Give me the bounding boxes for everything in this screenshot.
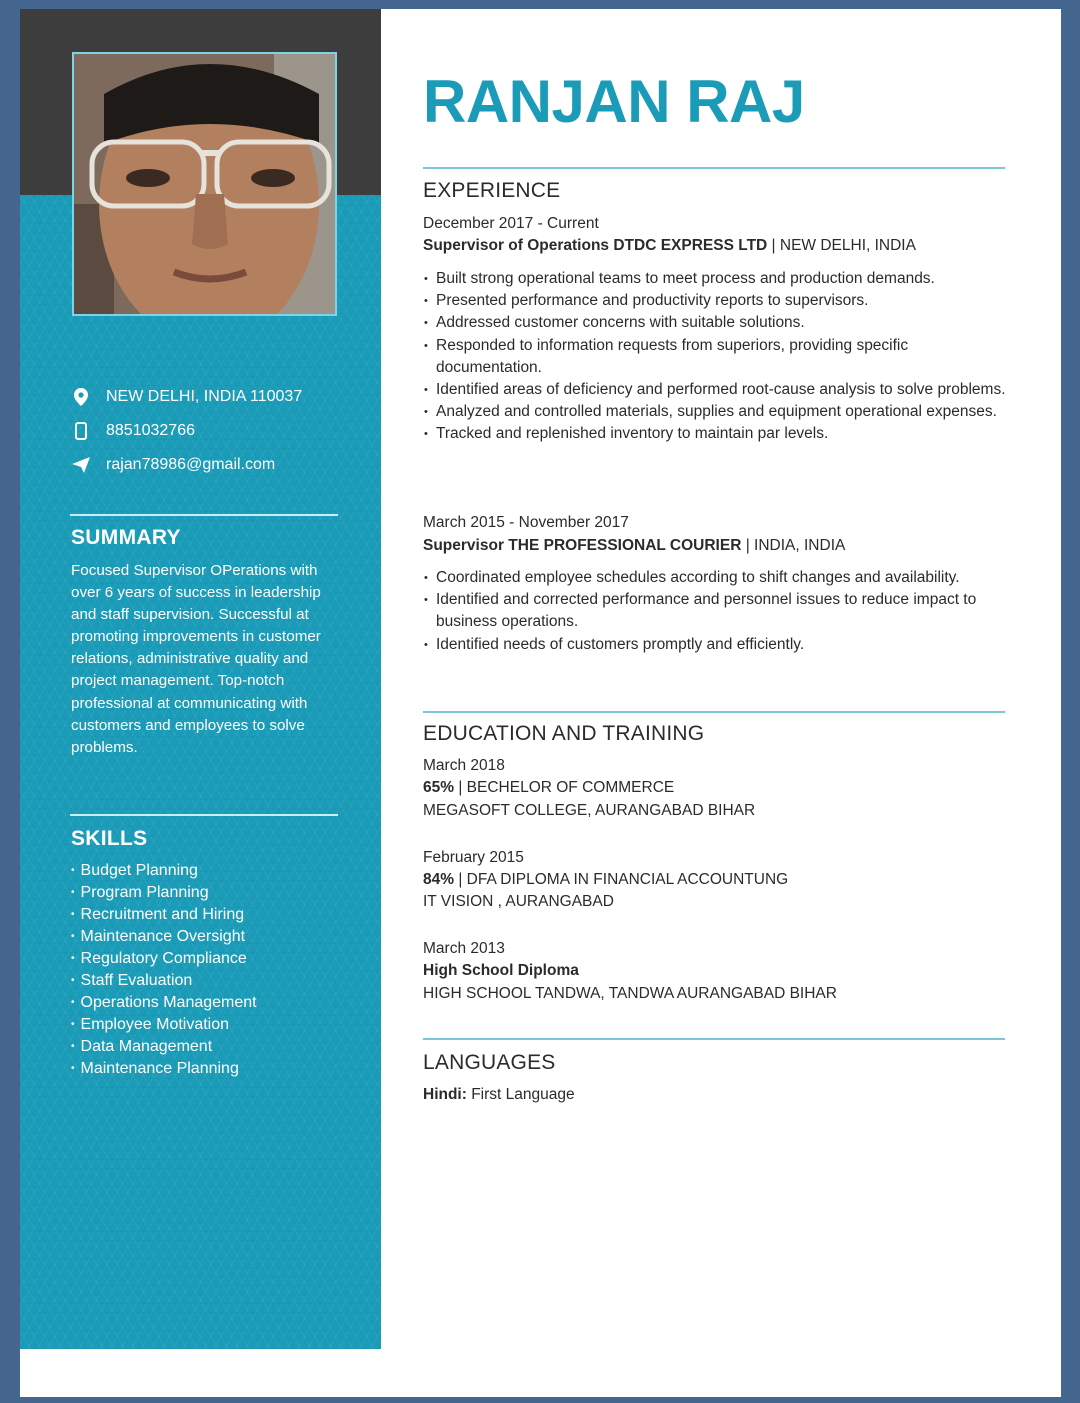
languages-heading: LANGUAGES: [423, 1051, 556, 1074]
education-degree-line: [423, 779, 674, 797]
skill-item: • Data Management: [71, 1036, 257, 1058]
job-title-line: [423, 237, 916, 255]
email-text[interactable]: rajan78986@gmail.com: [106, 456, 276, 473]
education-date: March 2013: [423, 940, 505, 957]
job-title-line: [423, 537, 845, 555]
summary-heading: SUMMARY: [71, 526, 181, 549]
skill-item: • Operations Management: [71, 992, 257, 1014]
education-heading: EDUCATION AND TRAINING: [423, 722, 705, 745]
list-item: • Analyzed and controlled materials, supplies and equipment operational expenses.: [423, 401, 1008, 423]
list-item: • Coordinated employee schedules according to shift changes and availability.: [423, 567, 1008, 589]
section-divider: [423, 1038, 1005, 1040]
job-location: | INDIA, INDIA: [745, 537, 846, 554]
job-bullets: [423, 268, 1008, 446]
education-school: MEGASOFT COLLEGE, AURANGABAD BIHAR: [423, 802, 756, 819]
education-grade: High School Diploma: [423, 962, 579, 979]
candidate-name: RANJAN RAJ: [423, 68, 805, 135]
skill-item: • Staff Evaluation: [71, 970, 257, 992]
skill-item: • Employee Motivation: [71, 1014, 257, 1036]
profile-photo-image: [74, 54, 337, 316]
location-pin-icon: [70, 388, 92, 406]
send-icon: [70, 457, 92, 473]
education-grade: 84%: [423, 871, 455, 888]
summary-text: Focused Supervisor OPerations with over 6 years of success in leadership and staff supervision. Successful at promoting improvements in customer relations, administrative quality and project management. Top-notch professional at communicating with customers and employees to solve problems.: [71, 562, 321, 756]
language-name: Hindi:: [423, 1086, 467, 1103]
job-role: Supervisor of Operations: [423, 237, 610, 254]
contact-email: [70, 456, 360, 474]
job-company: DTDC EXPRESS LTD: [613, 237, 768, 254]
list-item: • Built strong operational teams to meet process and production demands.: [423, 268, 1008, 290]
skills-list: [71, 860, 257, 1080]
job-location: | NEW DELHI, INDIA: [771, 237, 916, 254]
contact-phone: [70, 422, 360, 440]
address-text: NEW DELHI, INDIA 110037: [106, 388, 303, 405]
language-item: [423, 1086, 575, 1104]
education-date: February 2015: [423, 849, 524, 866]
contact-address: [70, 388, 360, 406]
skill-item: • Maintenance Oversight: [71, 926, 257, 948]
list-item: • Responded to information requests from superiors, providing specific documentation.: [423, 335, 1008, 379]
list-item: • Addressed customer concerns with suitable solutions.: [423, 312, 1008, 334]
list-item: • Tracked and replenished inventory to maintain par levels.: [423, 423, 1008, 445]
profile-photo: [72, 52, 337, 316]
education-degree-line: [423, 962, 579, 980]
list-item: • Presented performance and productivity reports to supervisors.: [423, 290, 1008, 312]
skills-heading: SKILLS: [71, 827, 148, 850]
education-degree: | DFA DIPLOMA IN FINANCIAL ACCOUNTUNG: [458, 871, 789, 888]
skill-item: • Program Planning: [71, 882, 257, 904]
language-level: First Language: [471, 1086, 575, 1103]
skill-item: • Regulatory Compliance: [71, 948, 257, 970]
education-degree-line: [423, 871, 788, 889]
sidebar-divider: [70, 814, 338, 816]
skill-item: • Maintenance Planning: [71, 1058, 257, 1080]
resume-page: [20, 9, 1061, 1397]
experience-heading: EXPERIENCE: [423, 179, 561, 202]
skill-item: • Recruitment and Hiring: [71, 904, 257, 926]
list-item: • Identified areas of deficiency and performed root-cause analysis to solve problems.: [423, 379, 1008, 401]
sidebar: [20, 195, 381, 1349]
job-company: THE PROFESSIONAL COURIER: [508, 537, 742, 554]
section-divider: [423, 711, 1005, 713]
education-school: HIGH SCHOOL TANDWA, TANDWA AURANGABAD BIHAR: [423, 985, 837, 1002]
job-role: Supervisor: [423, 537, 504, 554]
job-dates: December 2017 - Current: [423, 215, 599, 232]
job-dates: March 2015 - November 2017: [423, 514, 629, 531]
section-divider: [423, 167, 1005, 169]
list-item: • Identified needs of customers promptly and efficiently.: [423, 634, 1008, 656]
education-degree: | BECHELOR OF COMMERCE: [458, 779, 675, 796]
education-school: IT VISION , AURANGABAD: [423, 893, 614, 910]
education-date: March 2018: [423, 757, 505, 774]
education-grade: 65%: [423, 779, 455, 796]
phone-text: 8851032766: [106, 422, 195, 439]
job-bullets: [423, 567, 1008, 656]
sidebar-divider: [70, 514, 338, 516]
list-item: • Identified and corrected performance and personnel issues to reduce impact to business operations.: [423, 589, 1008, 633]
phone-icon: [70, 422, 92, 440]
skill-item: • Budget Planning: [71, 860, 257, 882]
